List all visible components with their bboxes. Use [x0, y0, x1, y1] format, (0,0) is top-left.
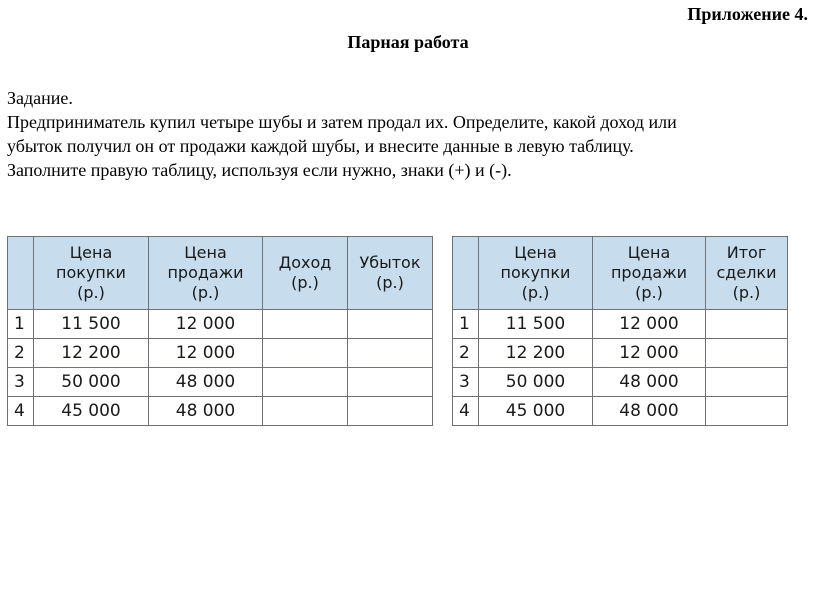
income-cell[interactable] — [263, 368, 348, 397]
row-number: 1 — [8, 310, 34, 339]
header-text: сделки — [716, 263, 777, 282]
row-number: 4 — [8, 397, 34, 426]
row-number: 3 — [453, 368, 479, 397]
deal-result-table — [452, 236, 788, 426]
header-text: Итог — [726, 243, 767, 262]
header-text: (р.) — [521, 283, 550, 302]
task-line-1: Предприниматель купил четыре шубы и затем продал их. Определите, какой доход или — [7, 112, 677, 132]
header-text: покупки — [56, 263, 126, 282]
income-cell[interactable] — [263, 397, 348, 426]
task-line-3: Заполните правую таблицу, используя если нужно, знаки (+) и (-). — [7, 160, 512, 180]
table-header-row — [453, 237, 788, 310]
appendix-label: Приложение 4. — [687, 4, 808, 24]
sale-price-cell: 48 000 — [593, 397, 706, 426]
header-text: Цена — [69, 243, 113, 262]
header-text: Доход — [278, 253, 332, 272]
deal-result-cell[interactable] — [706, 368, 788, 397]
header-text: покупки — [500, 263, 571, 282]
income-cell[interactable] — [263, 310, 348, 339]
deal-result-cell[interactable] — [706, 310, 788, 339]
sale-price-cell: 12 000 — [149, 310, 263, 339]
header-text: продажи — [167, 263, 244, 282]
row-number-header — [8, 237, 34, 310]
sale-price-header — [149, 237, 263, 310]
sale-price-cell: 12 000 — [593, 310, 706, 339]
row-number-header — [453, 237, 479, 310]
sale-price-cell: 48 000 — [149, 397, 263, 426]
deal-result-cell[interactable] — [706, 339, 788, 368]
header-text: Цена — [184, 243, 227, 262]
purchase-price-cell: 45 000 — [479, 397, 593, 426]
purchase-price-header — [34, 237, 149, 310]
task-label: Задание. — [7, 88, 73, 108]
sale-price-cell: 12 000 — [149, 339, 263, 368]
page-title: Парная работа — [347, 32, 469, 52]
loss-cell[interactable] — [348, 339, 433, 368]
table-row — [8, 368, 433, 397]
row-number: 4 — [453, 397, 479, 426]
income-cell[interactable] — [263, 339, 348, 368]
header-text: (р.) — [376, 273, 404, 292]
deal-result-cell[interactable] — [706, 397, 788, 426]
purchase-price-cell: 11 500 — [34, 310, 149, 339]
table-row — [8, 397, 433, 426]
header-text: (р.) — [77, 283, 105, 302]
table-row — [8, 339, 433, 368]
table-header-row — [8, 237, 433, 310]
purchase-price-cell: 12 200 — [479, 339, 593, 368]
purchase-price-cell: 11 500 — [479, 310, 593, 339]
purchase-price-cell: 50 000 — [479, 368, 593, 397]
sale-price-cell: 48 000 — [149, 368, 263, 397]
task-line-2: убыток получил он от продажи каждой шубы, и внесите данные в левую таблицу. — [7, 136, 634, 156]
income-loss-table — [7, 236, 433, 426]
sale-price-header — [593, 237, 706, 310]
purchase-price-cell: 12 200 — [34, 339, 149, 368]
table-row — [453, 339, 788, 368]
row-number: 2 — [453, 339, 479, 368]
task-text — [7, 86, 807, 182]
table-row — [8, 310, 433, 339]
header-text: продажи — [610, 263, 688, 282]
header-text: (р.) — [635, 283, 663, 302]
sale-price-cell: 48 000 — [593, 368, 706, 397]
deal-result-header — [706, 237, 788, 310]
loss-cell[interactable] — [348, 310, 433, 339]
sale-price-cell: 12 000 — [593, 339, 706, 368]
table-row — [453, 368, 788, 397]
purchase-price-cell: 45 000 — [34, 397, 149, 426]
row-number: 1 — [453, 310, 479, 339]
header-text: (р.) — [732, 283, 761, 302]
income-header — [263, 237, 348, 310]
purchase-price-cell: 50 000 — [34, 368, 149, 397]
row-number: 2 — [8, 339, 34, 368]
loss-header — [348, 237, 433, 310]
header-text: (р.) — [191, 283, 220, 302]
table-row — [453, 310, 788, 339]
header-text: Цена — [627, 243, 671, 262]
header-text: Убыток — [359, 253, 421, 272]
header-text: Цена — [514, 243, 557, 262]
table-row — [453, 397, 788, 426]
loss-cell[interactable] — [348, 368, 433, 397]
loss-cell[interactable] — [348, 397, 433, 426]
purchase-price-header — [479, 237, 593, 310]
header-text: (р.) — [291, 273, 319, 292]
row-number: 3 — [8, 368, 34, 397]
